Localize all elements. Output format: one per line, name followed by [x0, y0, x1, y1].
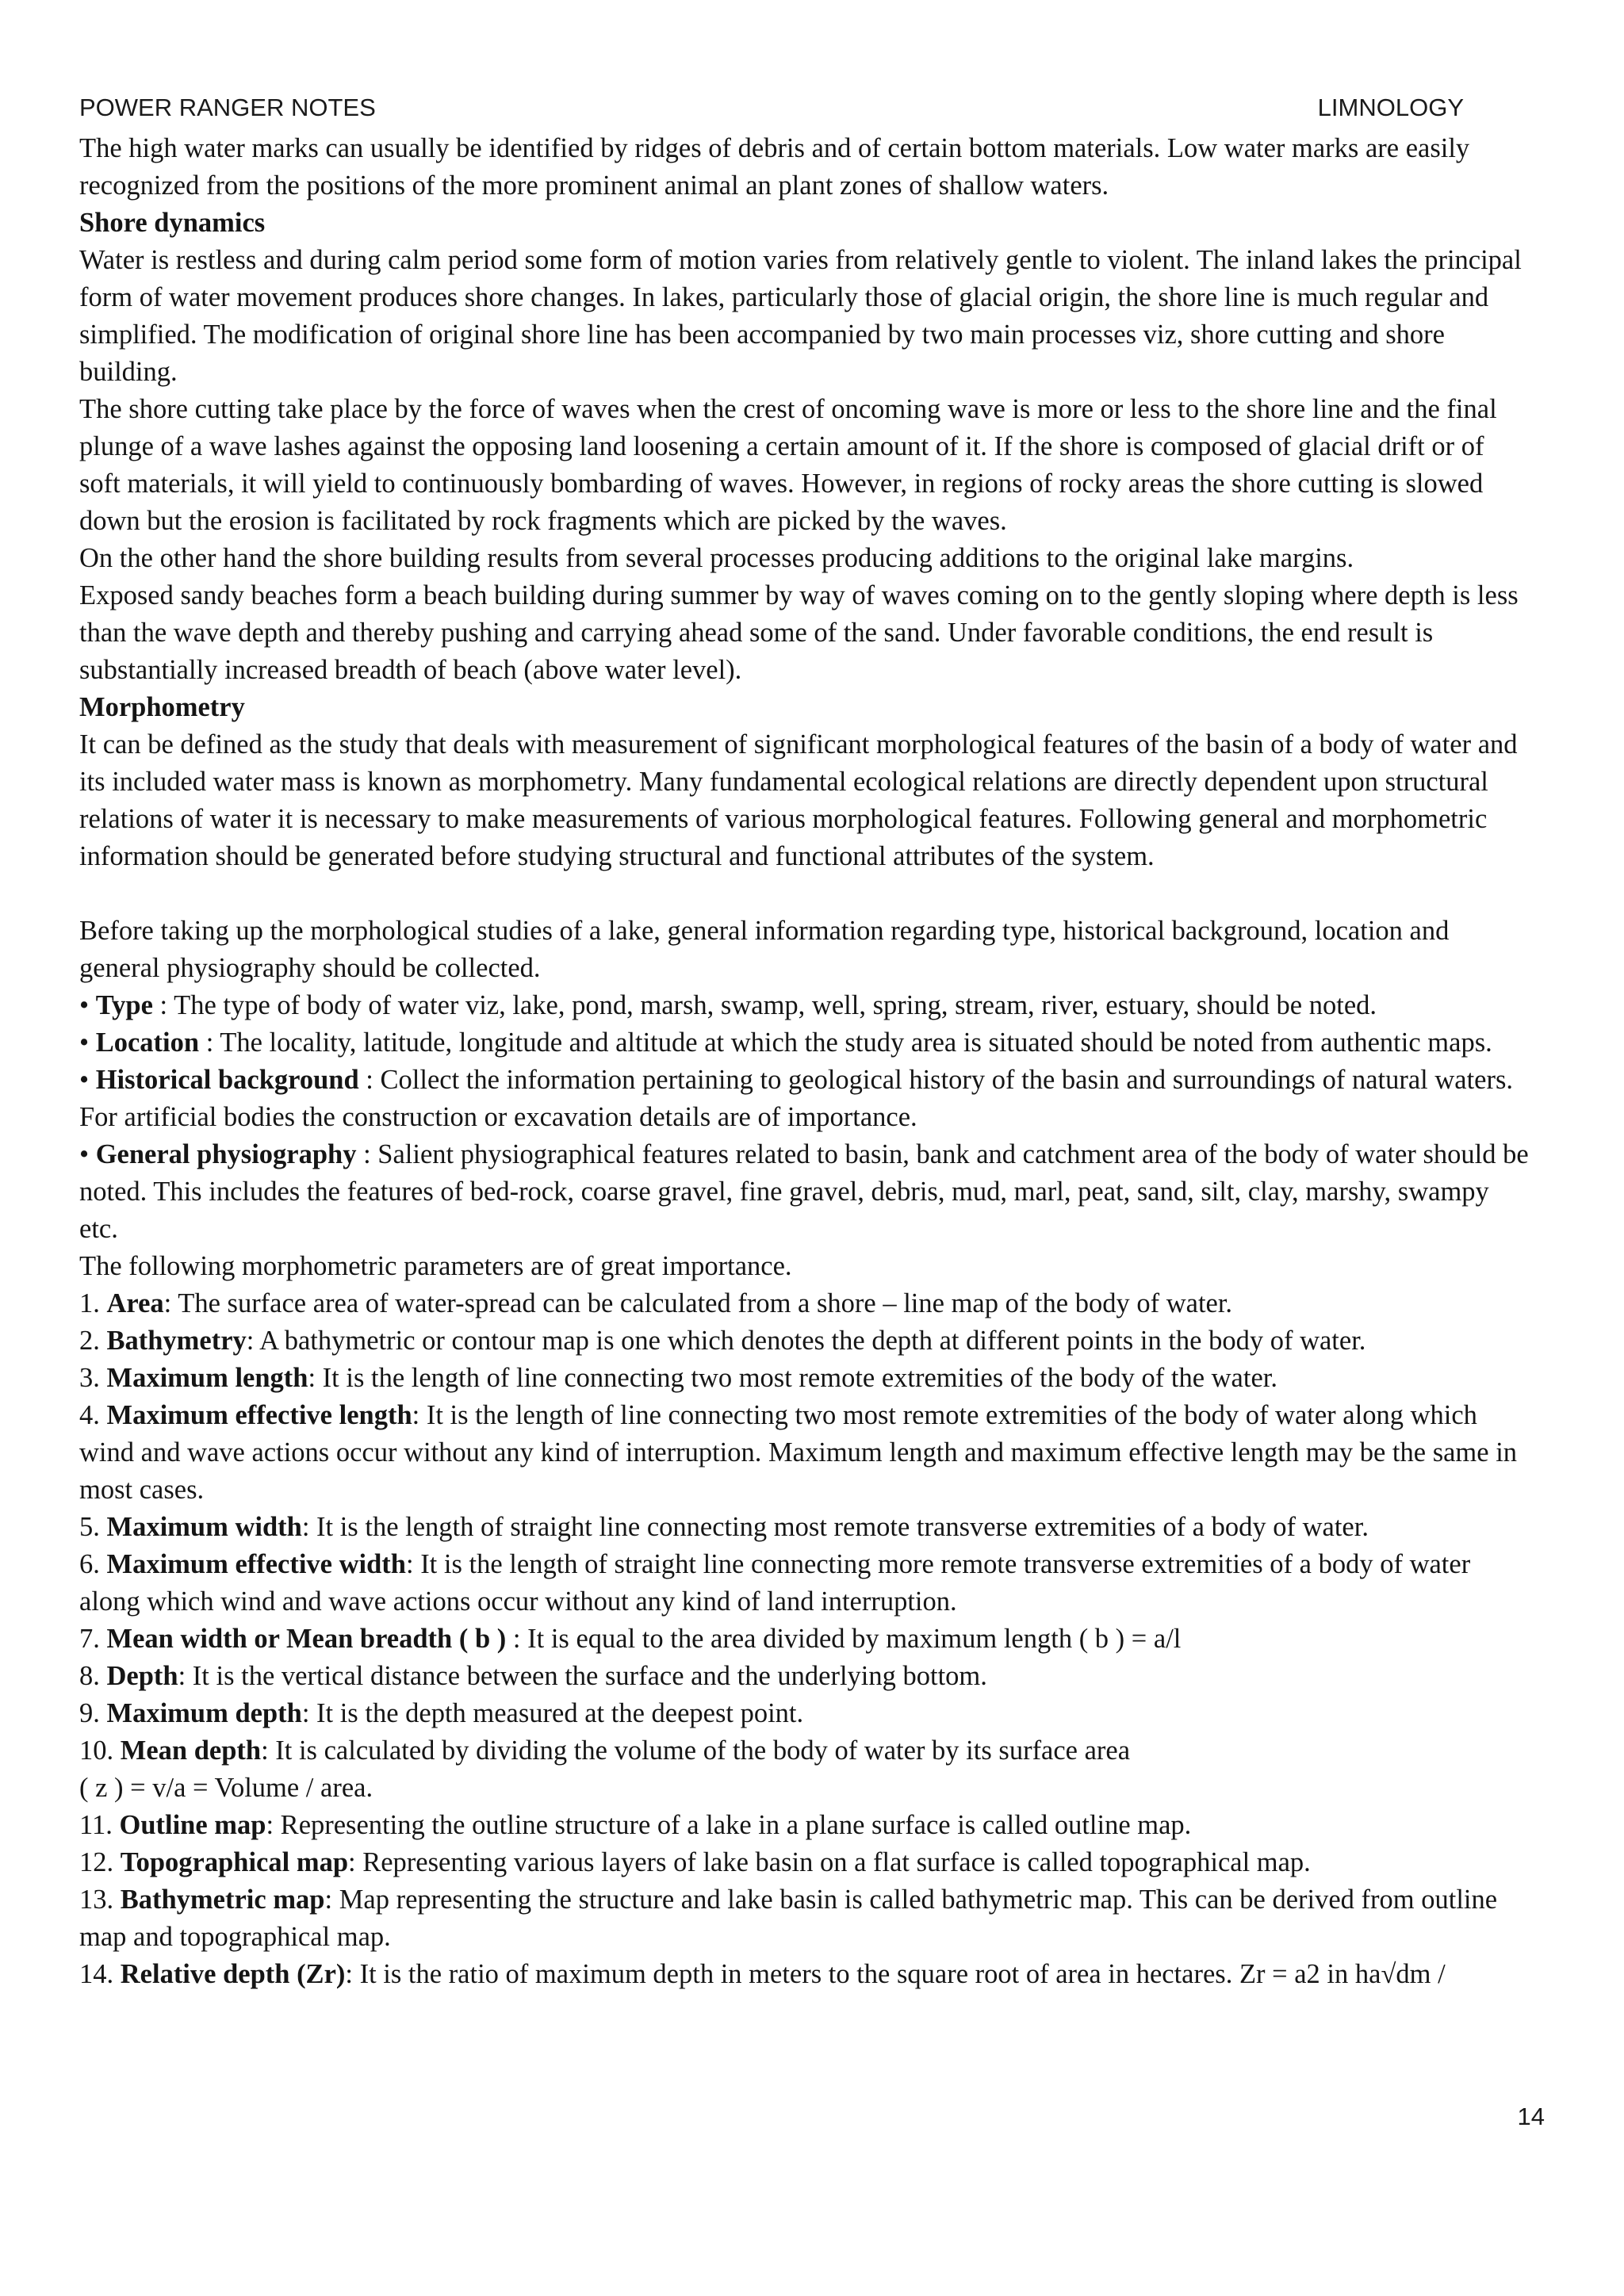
bullet-term: Historical background	[95, 1065, 359, 1095]
page-content	[79, 130, 1530, 1993]
parameter-item	[79, 1285, 1530, 1322]
shore-dynamics-heading: Shore dynamics	[79, 208, 266, 238]
shore-paragraph-2: The shore cutting take place by the force of waves when the crest of oncoming wave is more or less to the shore line and the final plunge of a wave lashes against the opposing land loosening a certain amount of it. If the shore is composed of glacial drift or of soft materials, it will yield to continuously bombarding of waves. However, in regions of rocky areas the shore cutting is slowed down but the erosion is facilitated by rock fragments which are picked by the waves.	[79, 394, 1497, 536]
intro-paragraph: The high water marks can usually be identified by ridges of debris and of certain bottom materials. Low water marks are easily recognized from the positions of the more prominent animal an plant zones of shallow waters.	[79, 133, 1470, 201]
parameter-item	[79, 1881, 1530, 1956]
parameter-number: 10.	[79, 1735, 114, 1766]
parameter-term: Maximum width	[106, 1512, 302, 1542]
parameter-term: Maximum effective length	[106, 1400, 412, 1430]
parameter-text: : The surface area of water-spread can be calculated from a shore – line map of the body of water.	[163, 1288, 1233, 1318]
paragraph-gap	[79, 875, 1530, 913]
parameter-item	[79, 1807, 1530, 1844]
parameter-item	[79, 1770, 1530, 1807]
parameter-term: Maximum effective width	[106, 1549, 406, 1579]
parameter-number: 3.	[79, 1363, 100, 1393]
parameter-term: Outline map	[119, 1810, 266, 1840]
parameter-term: Relative depth (Zr)	[120, 1959, 346, 1989]
parameter-text: : It is the ratio of maximum depth in meters to the square root of area in hectares. Zr = a2 in ha√dm /	[345, 1959, 1446, 1989]
shore-paragraph-1: Water is restless and during calm period some form of motion varies from relatively gentle to violent. The inland lakes the principal form of water movement produces shore changes. In lakes, particularly those of glacial origin, the shore line is much regular and simplified. The modification of original shore line has been accompanied by two main processes viz, shore cutting and shore building.	[79, 245, 1522, 387]
parameter-item	[79, 1397, 1530, 1509]
page-number: 14	[1517, 2103, 1545, 2130]
parameter-term: Area	[106, 1288, 164, 1318]
parameter-text: : A bathymetric or contour map is one which denotes the depth at different points in the body of water.	[246, 1326, 1366, 1356]
parameter-text: : It is the length of line connecting two most remote extremities of the body of the water.	[308, 1363, 1277, 1393]
parameter-text: : It is the vertical distance between the surface and the underlying bottom.	[178, 1661, 987, 1691]
parameters-intro: The following morphometric parameters are of great importance.	[79, 1251, 792, 1281]
parameter-number: 2.	[79, 1326, 100, 1356]
parameter-term: Maximum depth	[106, 1698, 302, 1728]
morphometry-heading: Morphometry	[79, 692, 245, 722]
bullet-text: : The type of body of water viz, lake, pond, marsh, swamp, well, spring, stream, river, estuary, should be noted.	[152, 990, 1377, 1020]
header-left: POWER RANGER NOTES	[79, 94, 376, 121]
parameter-number: 6.	[79, 1549, 100, 1579]
bullet-item	[79, 1062, 1530, 1136]
parameter-number: 12.	[79, 1847, 114, 1877]
parameter-text: : Representing the outline structure of a lake in a plane surface is called outline map.	[266, 1810, 1192, 1840]
bullet-item	[79, 1024, 1530, 1062]
bullet-dot-icon: •	[79, 1139, 96, 1169]
parameter-item	[79, 1546, 1530, 1621]
parameter-number: 11.	[79, 1810, 113, 1840]
parameter-text: : It is the length of straight line connecting most remote transverse extremities of a body of water.	[301, 1512, 1369, 1542]
bullet-item	[79, 987, 1530, 1024]
parameter-term: Topographical map	[120, 1847, 349, 1877]
bullet-item	[79, 1136, 1530, 1248]
parameter-item	[79, 1509, 1530, 1546]
bullet-dot-icon: •	[79, 990, 96, 1020]
shore-paragraph-4: Exposed sandy beaches form a beach building during summer by way of waves coming on to the gently sloping where depth is less than the wave depth and thereby pushing and carrying ahead some of the sand. Under favorable conditions, the end result is substantially increased breadth of beach (above water level).	[79, 580, 1519, 685]
bullet-text: : Collect the information pertaining to geological history of the basin and surroundings of natural waters. For artificial bodies the construction or excavation details are of importance.	[79, 1065, 1514, 1132]
header-right: LIMNOLOGY	[1317, 94, 1464, 121]
parameter-text: : It is the length of line connecting two most remote extremities of the body of water along which wind and wave actions occur without any kind of interruption. Maximum length and maximum effective length may be the same in most cases.	[79, 1400, 1518, 1505]
parameter-item	[79, 1732, 1530, 1770]
parameter-text: : It is calculated by dividing the volume of the body of water by its surface area	[261, 1735, 1131, 1766]
parameter-number: 8.	[79, 1661, 100, 1691]
parameter-item	[79, 1658, 1530, 1695]
parameter-number: 1.	[79, 1288, 100, 1318]
parameter-text: : It is the length of straight line connecting more remote transverse extremities of a body of water along which wind and wave actions occur without any kind of land interruption.	[79, 1549, 1471, 1617]
parameter-text: : It is the depth measured at the deepest point.	[301, 1698, 804, 1728]
parameter-number: 13.	[79, 1885, 114, 1915]
bullet-text: : Salient physiographical features related to basin, bank and catchment area of the body of water should be noted. This includes the features of bed-rock, coarse gravel, fine gravel, debris, mud, marl, peat, sand, silt, clay, marshy, swampy etc.	[79, 1139, 1529, 1244]
parameter-text: : Representing various layers of lake basin on a flat surface is called topographical map.	[348, 1847, 1311, 1877]
parameter-text: ( z ) = v/a = Volume / area.	[79, 1773, 373, 1803]
page-header	[79, 94, 1464, 122]
parameter-number: 9.	[79, 1698, 100, 1728]
parameter-term: Bathymetric map	[120, 1885, 325, 1915]
morphometric-parameters-list	[79, 1285, 1530, 1993]
parameter-item	[79, 1956, 1530, 1993]
morphometry-paragraph-2: Before taking up the morphological studies of a lake, general information regarding type, historical background, location and general physiography should be collected.	[79, 916, 1450, 983]
bullet-term: Location	[95, 1027, 200, 1058]
parameter-term: Bathymetry	[106, 1326, 247, 1356]
parameter-term: Mean width or Mean breadth ( b )	[106, 1624, 507, 1654]
bullet-dot-icon: •	[79, 1065, 96, 1095]
parameter-number: 14.	[79, 1959, 114, 1989]
parameter-term: Maximum length	[106, 1363, 308, 1393]
parameter-number: 5.	[79, 1512, 100, 1542]
parameter-item	[79, 1322, 1530, 1360]
shore-paragraph-3: On the other hand the shore building results from several processes producing additions to the original lake margins.	[79, 543, 1354, 573]
parameter-text: : It is equal to the area divided by maximum length ( b ) = a/l	[506, 1624, 1182, 1654]
parameter-term: Depth	[106, 1661, 178, 1691]
morphometry-paragraph-1: It can be defined as the study that deals with measurement of significant morphological features of the basin of a body of water and its included water mass is known as morphometry. Many fundamental ecological relations are directly dependent upon structural relations of water it is necessary to make measurements of various morphological features. Following general and morphometric information should be generated before studying structural and functional attributes of the system.	[79, 729, 1518, 871]
parameter-item	[79, 1844, 1530, 1881]
parameter-number: 7.	[79, 1624, 100, 1654]
parameter-item	[79, 1695, 1530, 1732]
parameter-text: : Map representing the structure and lake basin is called bathymetric map. This can be derived from outline map and topographical map.	[79, 1885, 1498, 1952]
bullet-term: General physiography	[95, 1139, 357, 1169]
bullet-term: Type	[95, 990, 153, 1020]
bullet-text: : The locality, latitude, longitude and altitude at which the study area is situated should be noted from authentic maps.	[199, 1027, 1492, 1058]
parameter-number: 4.	[79, 1400, 100, 1430]
bullet-dot-icon: •	[79, 1027, 96, 1058]
parameter-item	[79, 1621, 1530, 1658]
parameter-item	[79, 1360, 1530, 1397]
general-information-list	[79, 987, 1530, 1248]
parameter-term: Mean depth	[120, 1735, 262, 1766]
